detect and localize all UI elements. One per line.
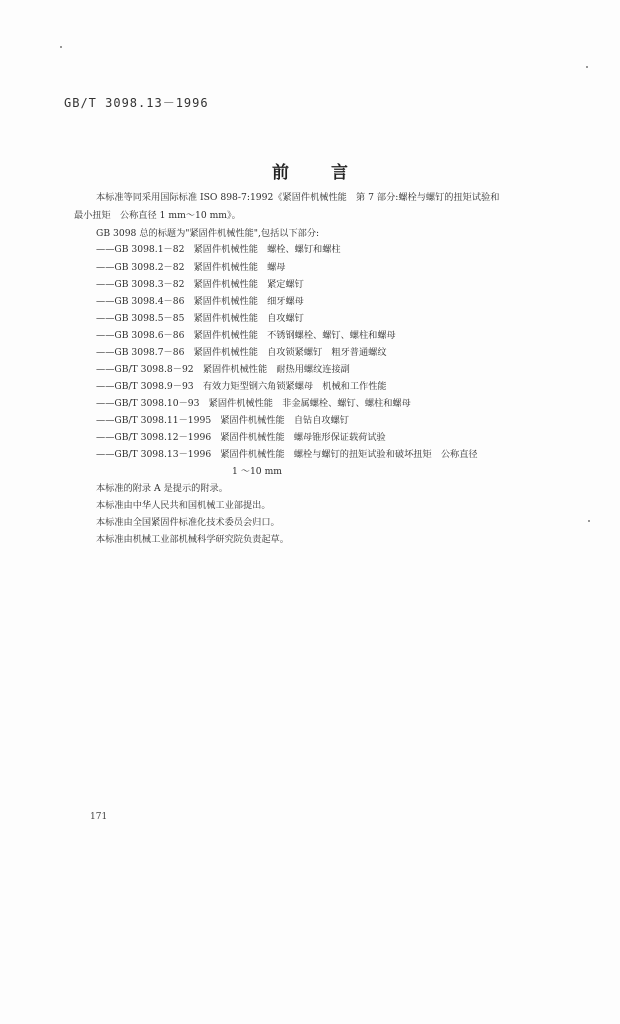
paragraph-line: 本标准的附录 A 是提示的附录。 (96, 483, 228, 494)
list-item: ——GB/T 3098.9－93 有效力矩型钢六角锁紧螺母 机械和工作性能 (96, 381, 387, 392)
paragraph-line: 最小扭矩 公称直径 1 mm～10 mm》。 (74, 210, 241, 221)
page-number: 171 (90, 812, 108, 822)
list-item: ——GB 3098.3－82 紧固件机械性能 紧定螺钉 (96, 279, 304, 290)
list-item: ——GB/T 3098.13－1996 紧固件机械性能 螺栓与螺钉的扭矩试验和破坏扭矩 公称直径 (96, 449, 478, 460)
paragraph-line: GB 3098 总的标题为"紧固件机械性能",包括以下部分: (96, 228, 320, 239)
page-title (0, 158, 620, 183)
paragraph-line: 本标准由机械工业部机械科学研究院负责起草。 (96, 534, 289, 545)
scan-speck (60, 46, 62, 48)
paragraph-line: 本标准由中华人民共和国机械工业部提出。 (96, 500, 271, 511)
list-item: ——GB/T 3098.11－1995 紧固件机械性能 自钻自攻螺钉 (96, 415, 349, 426)
list-item: ——GB 3098.5－85 紧固件机械性能 自攻螺钉 (96, 313, 304, 324)
scan-speck (588, 520, 590, 522)
standard-code: GB/T 3098.13－1996 (64, 96, 209, 110)
list-item: ——GB 3098.1－82 紧固件机械性能 螺栓、螺钉和螺柱 (96, 244, 341, 255)
list-item: ——GB/T 3098.8－92 紧固件机械性能 耐热用螺纹连接副 (96, 364, 350, 375)
list-item: ——GB/T 3098.10－93 紧固件机械性能 非金属螺栓、螺钉、螺柱和螺母 (96, 398, 411, 409)
title-char-2: 言 (331, 163, 348, 183)
list-item-continuation: 1 ～10 mm (232, 466, 282, 477)
list-item: ——GB 3098.2－82 紧固件机械性能 螺母 (96, 262, 286, 273)
list-item: ——GB/T 3098.12－1996 紧固件机械性能 螺母锥形保证载荷试验 (96, 432, 386, 443)
list-item: ——GB 3098.7－86 紧固件机械性能 自攻锁紧螺钉 粗牙普通螺纹 (96, 347, 387, 358)
paragraph-line: 本标准由全国紧固件标准化技术委员会归口。 (96, 517, 280, 528)
title-char-1: 前 (272, 163, 289, 183)
paragraph-line: 本标准等同采用国际标准 ISO 898-7:1992《紧固件机械性能 第 7 部分:螺栓与螺钉的扭矩试验和 (96, 192, 500, 203)
list-item: ——GB 3098.6－86 紧固件机械性能 不锈钢螺栓、螺钉、螺柱和螺母 (96, 330, 396, 341)
list-item: ——GB 3098.4－86 紧固件机械性能 细牙螺母 (96, 296, 304, 307)
scan-speck (586, 66, 588, 68)
